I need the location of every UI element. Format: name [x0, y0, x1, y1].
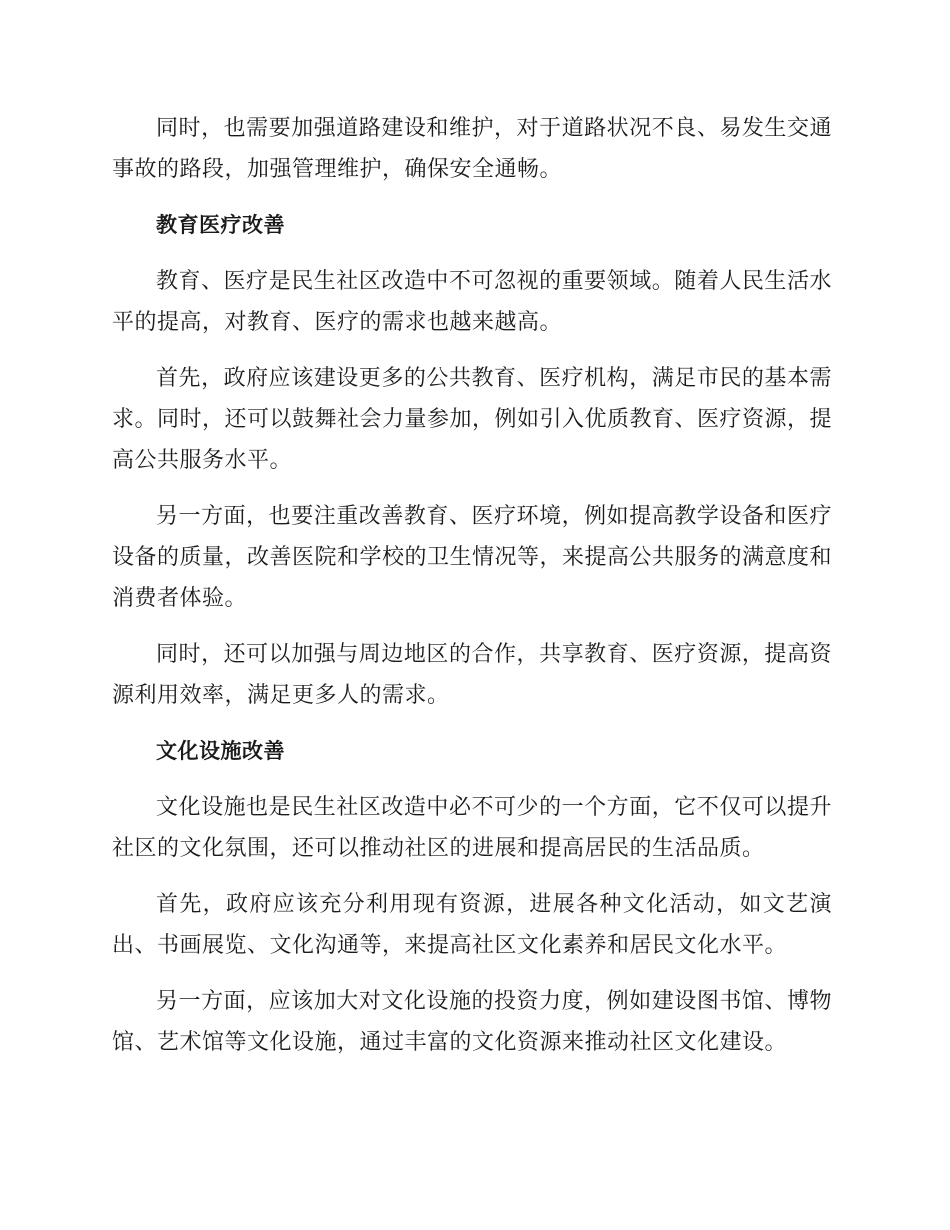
paragraph-education-environment: 另一方面，也要注重改善教育、医疗环境，例如提高教学设备和医疗设备的质量，改善医院和学校的卫生情况等，来提高公共服务的满意度和消费者体验。 — [112, 504, 833, 611]
document-page — [112, 108, 832, 1078]
paragraph-culture-investment: 另一方面，应该加大对文化设施的投资力度，例如建设图书馆、博物馆、艺术馆等文化设施，通过丰富的文化资源来推动社区文化建设。 — [112, 989, 832, 1055]
paragraph-road-maintenance: 同时，也需要加强道路建设和维护，对于道路状况不良、易发生交通事故的路段，加强管理维护，确保安全通畅。 — [112, 116, 832, 182]
paragraph-culture-first: 首先，政府应该充分利用现有资源，进展各种文化活动，如文艺演出、书画展览、文化沟通等，来提高社区文化素养和居民文化水平。 — [112, 892, 832, 958]
section-heading-education-medical: 教育医疗改善 — [156, 213, 285, 237]
paragraph-education-cooperation: 同时，还可以加强与周边地区的合作，共享教育、医疗资源，提高资源利用效率，满足更多人的需求。 — [112, 642, 832, 708]
paragraph-education-intro: 教育、医疗是民生社区改造中不可忽视的重要领域。随着人民生活水平的提高，对教育、医疗的需求也越来越高。 — [112, 269, 832, 335]
section-heading-culture: 文化设施改善 — [156, 739, 285, 763]
paragraph-culture-intro: 文化设施也是民生社区改造中必不可少的一个方面，它不仅可以提升社区的文化氛围，还可以推动社区的进展和提高居民的生活品质。 — [112, 795, 832, 861]
paragraph-education-first: 首先，政府应该建设更多的公共教育、医疗机构，满足市民的基本需求。同时，还可以鼓舞社会力量参加，例如引入优质教育、医疗资源，提高公共服务水平。 — [112, 366, 833, 473]
